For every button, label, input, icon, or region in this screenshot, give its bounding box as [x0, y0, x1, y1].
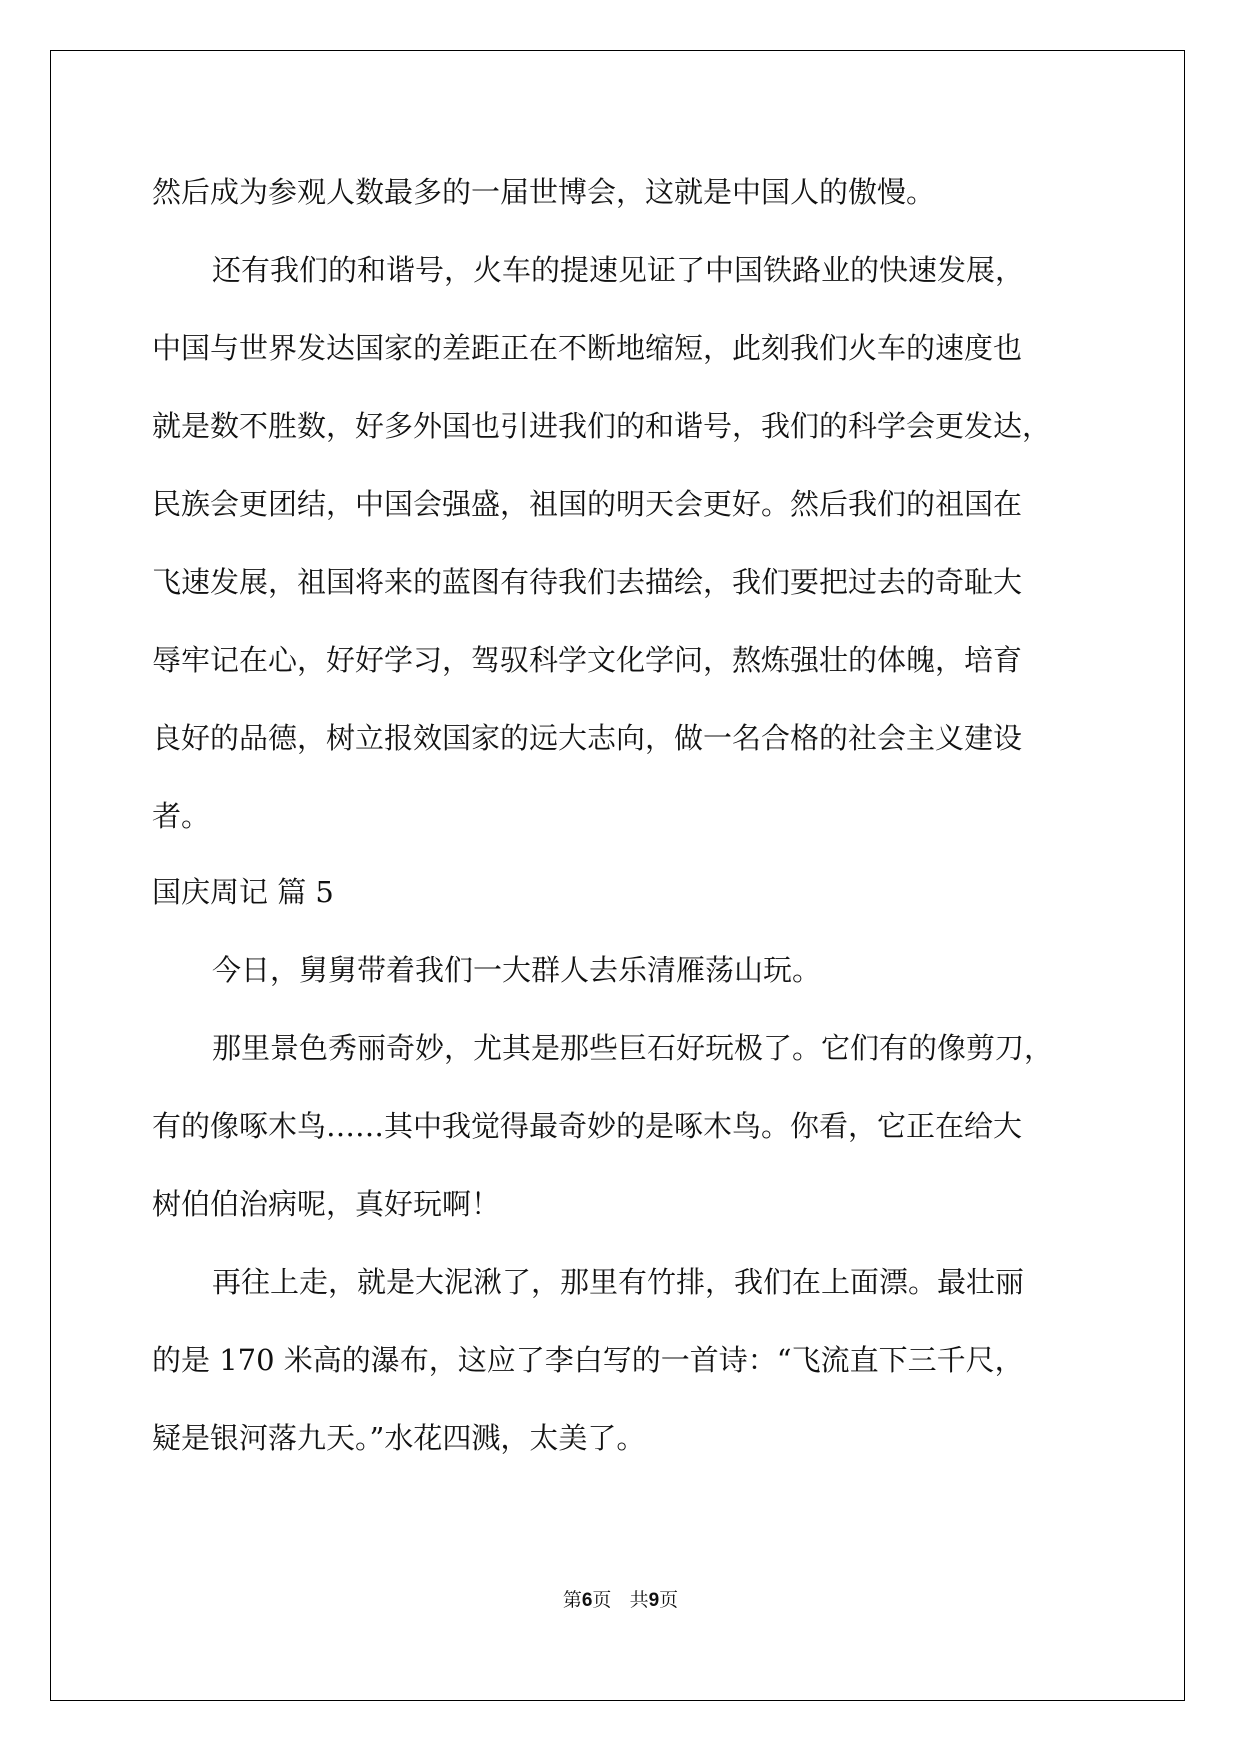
section-heading: 国庆周记 篇 5: [152, 875, 334, 909]
total-pages: 9: [648, 1590, 660, 1611]
body-text-line: 然后成为参观人数最多的一届世博会，这就是中国人的傲慢。: [152, 175, 936, 209]
body-text-line: 还有我们的和谐号，火车的提速见证了中国铁路业的快速发展，: [212, 253, 1025, 287]
body-text-line: 那里景色秀丽奇妙，尤其是那些巨石好玩极了。它们有的像剪刀，: [212, 1031, 1054, 1065]
total-label-prefix: 共: [629, 1589, 649, 1611]
body-text-line: 就是数不胜数，好多外国也引进我们的和谐号，我们的科学会更发达，: [152, 409, 1052, 443]
body-text-line: 树伯伯治病呢，真好玩啊！: [152, 1187, 501, 1221]
page-number: 6: [581, 1590, 593, 1611]
body-text-line: 民族会更团结，中国会强盛，祖国的明天会更好。然后我们的祖国在: [152, 487, 1023, 521]
body-text-line: 辱牢记在心，好好学习，驾驭科学文化学问，熬炼强壮的体魄，培育: [152, 643, 1023, 677]
body-text-line: 有的像啄木鸟……其中我觉得最奇妙的是啄木鸟。你看，它正在给大: [152, 1109, 1023, 1143]
page-footer: [0, 1585, 1241, 1612]
body-text-line: 今日，舅舅带着我们一大群人去乐清雁荡山玩。: [212, 953, 822, 987]
body-text-line: 中国与世界发达国家的差距正在不断地缩短，此刻我们火车的速度也: [152, 331, 1023, 365]
body-text-line: 飞速发展，祖国将来的蓝图有待我们去描绘，我们要把过去的奇耻大: [152, 565, 1023, 599]
body-text-line: 的是 170 米高的瀑布，这应了李白写的一首诗：“飞流直下三千尺，: [152, 1343, 1024, 1377]
body-text-line: 再往上走，就是大泥湫了，那里有竹排，我们在上面漂。最壮丽: [212, 1265, 1025, 1299]
body-text-line: 者。: [152, 799, 211, 833]
body-text-line: 良好的品德，树立报效国家的远大志向，做一名合格的社会主义建设: [152, 721, 1023, 755]
total-label-suffix: 页: [659, 1589, 679, 1611]
page-label-suffix: 页: [592, 1589, 612, 1611]
page-label-prefix: 第: [562, 1589, 582, 1611]
body-text-line: 疑是银河落九天。”水花四溅，太美了。: [152, 1421, 646, 1455]
